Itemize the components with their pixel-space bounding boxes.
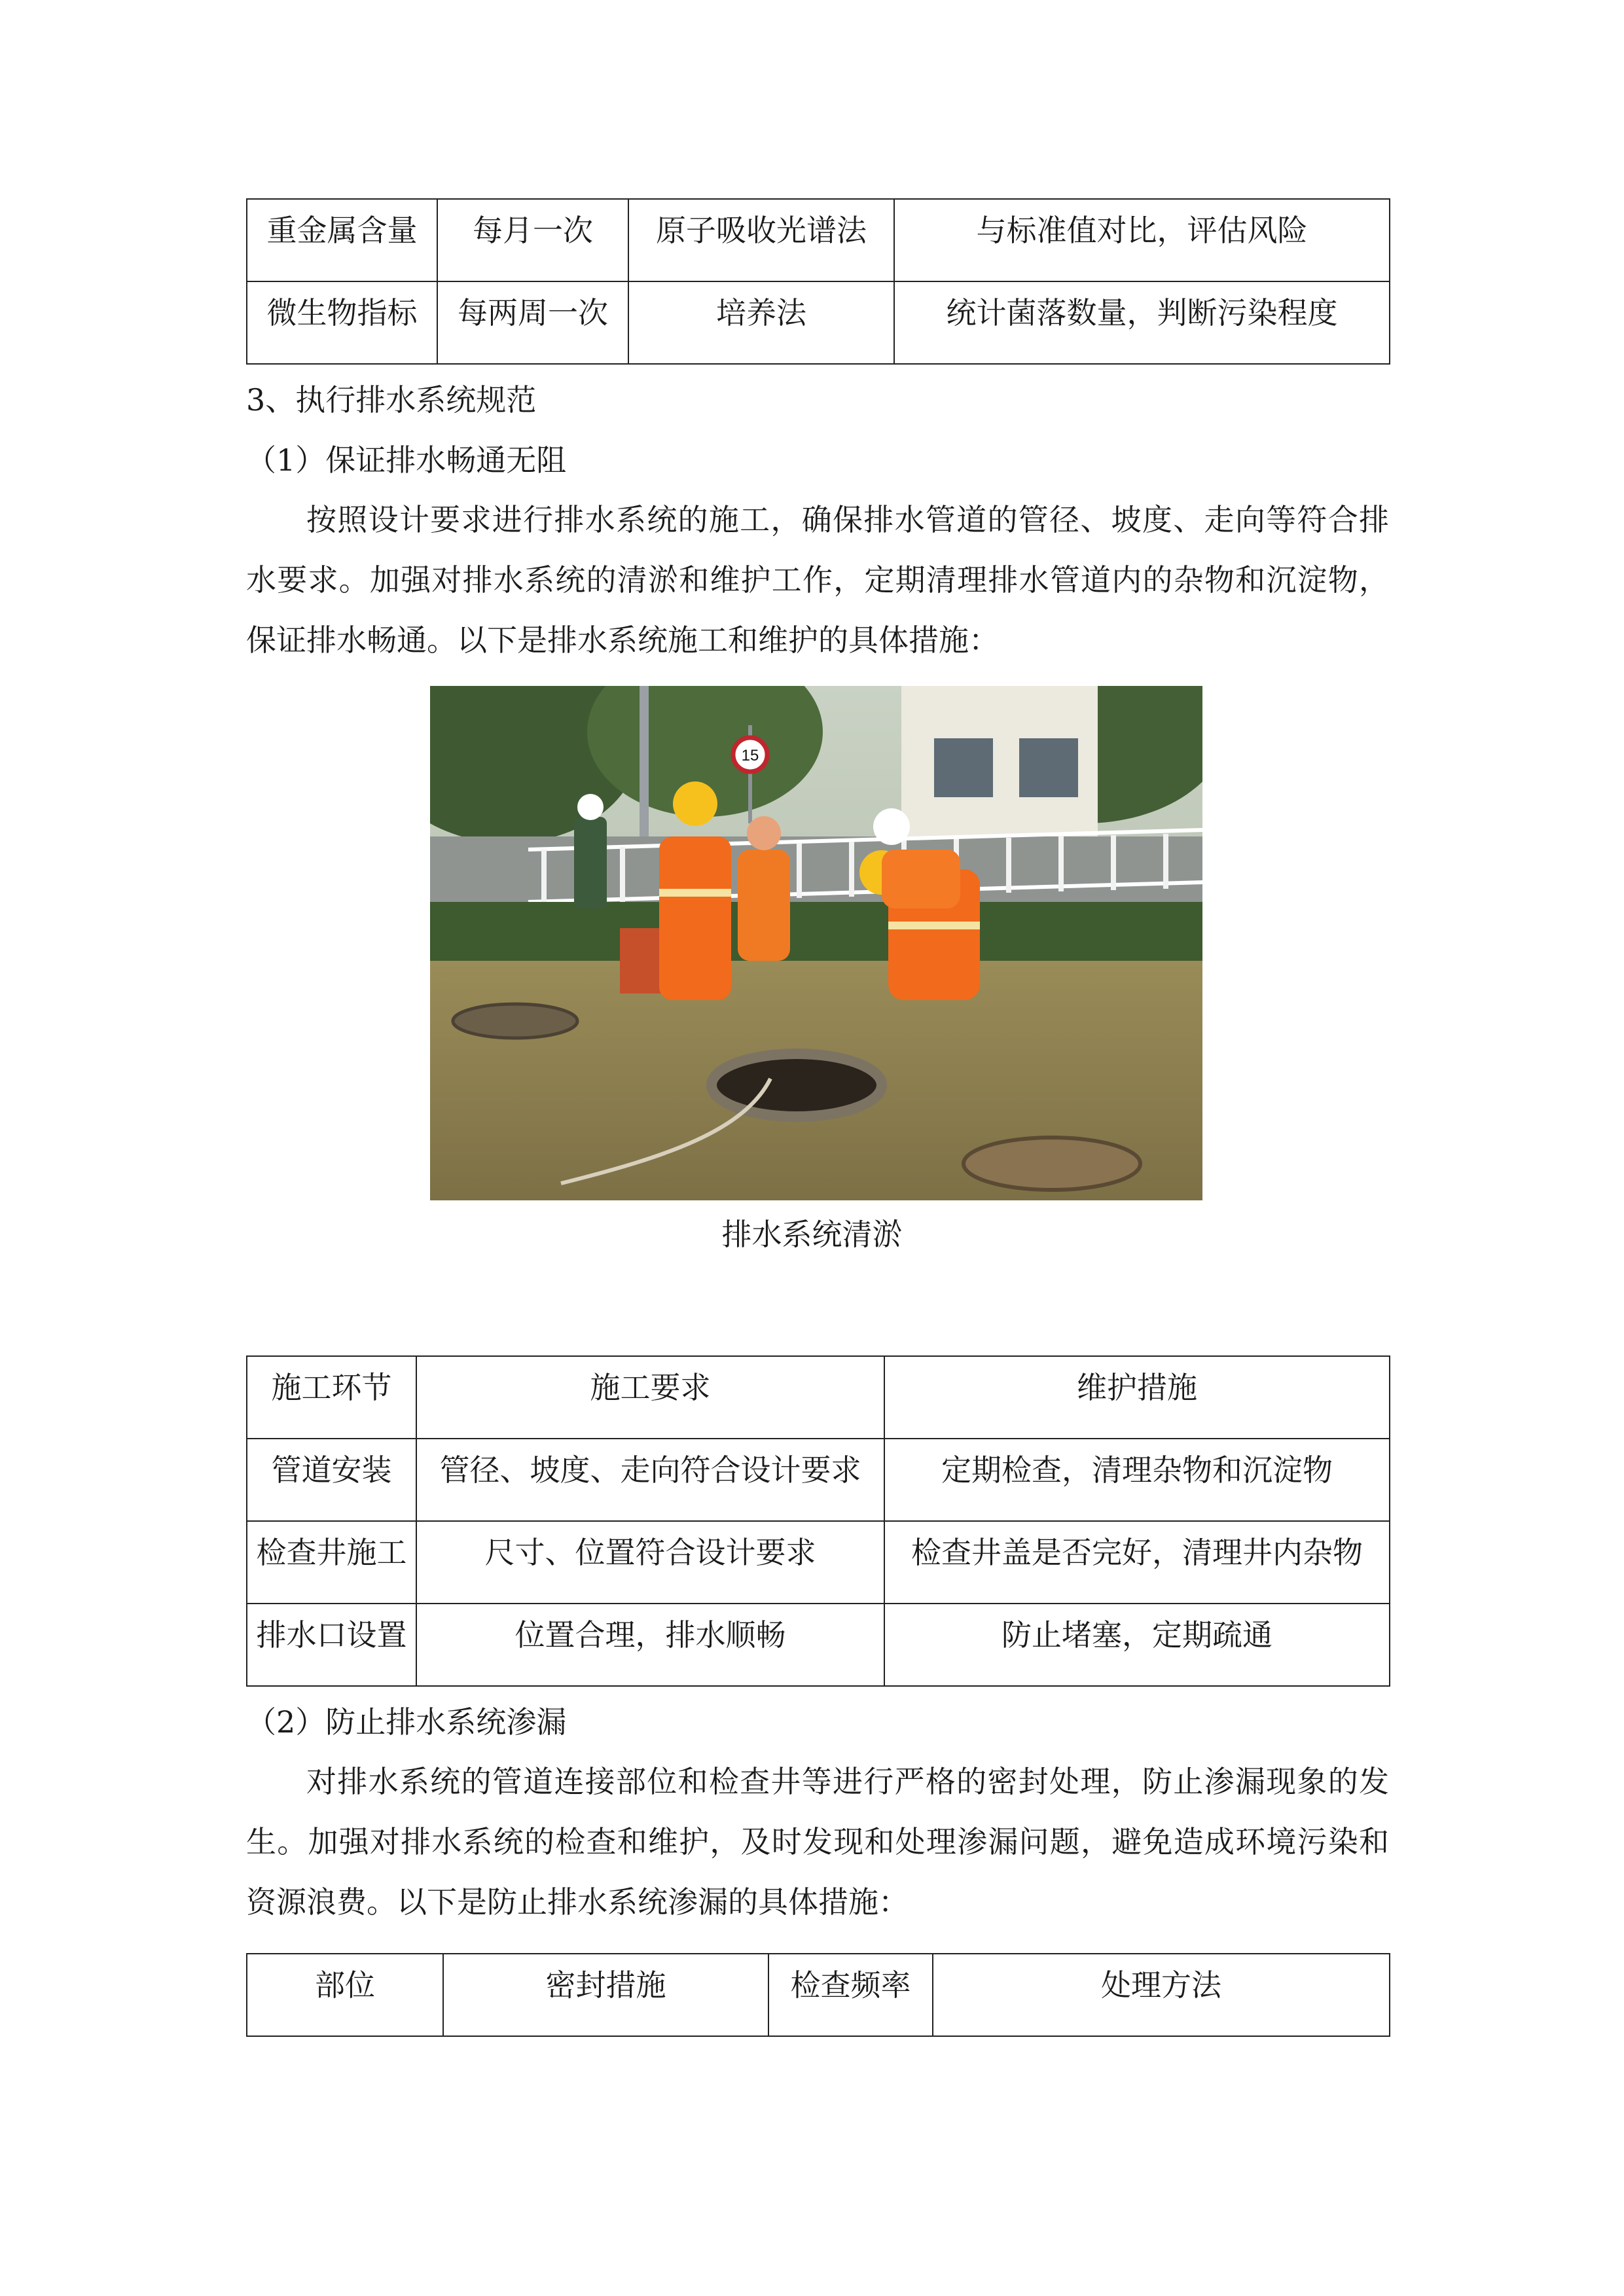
paragraph: 对排水系统的管道连接部位和检查井等进行严格的密封处理，防止渗漏现象的发生。加强对排水系统的检查和维护，及时发现和处理渗漏问题，避免造成环境污染和资源浪费。以下是防止排水系统渗漏的具体措施： — [246, 1764, 1389, 1920]
column-header: 处理方法 — [933, 1954, 1390, 2036]
column-header: 施工要求 — [416, 1356, 884, 1439]
table-cell: 防止堵塞，定期疏通 — [884, 1604, 1390, 1686]
column-header: 维护措施 — [884, 1356, 1390, 1439]
monitoring-table — [246, 198, 1390, 365]
speed-sign-text: 15 — [741, 747, 759, 764]
column-header: 部位 — [247, 1954, 443, 2036]
table-cell: 统计菌落数量，判断污染程度 — [894, 281, 1390, 364]
table-cell: 微生物指标 — [247, 281, 437, 364]
table-header-row — [247, 1356, 1390, 1439]
table-cell: 原子吸收光谱法 — [628, 199, 894, 281]
table-row — [247, 1521, 1390, 1604]
column-header: 施工环节 — [247, 1356, 416, 1439]
table-cell: 排水口设置 — [247, 1604, 416, 1686]
table-cell: 与标准值对比，评估风险 — [894, 199, 1390, 281]
table-cell: 培养法 — [628, 281, 894, 364]
table-row — [247, 1439, 1390, 1521]
table-cell: 管道安装 — [247, 1439, 416, 1521]
drainage-construction-table — [246, 1355, 1390, 1687]
column-header: 检查频率 — [768, 1954, 933, 2036]
column-header: 密封措施 — [443, 1954, 768, 2036]
table-row — [247, 199, 1390, 281]
table-cell: 每月一次 — [437, 199, 628, 281]
table-row — [247, 281, 1390, 364]
subsection-heading: （1）保证排水畅通无阻 — [246, 442, 567, 478]
table-cell: 定期检查，清理杂物和沉淀物 — [884, 1439, 1390, 1521]
table-header-row — [247, 1954, 1390, 2036]
photo-illustration — [430, 686, 1202, 1200]
section-heading: 3、执行排水系统规范 — [246, 382, 537, 418]
table-cell: 位置合理，排水顺畅 — [416, 1604, 884, 1686]
table-cell: 重金属含量 — [247, 199, 437, 281]
table-row — [247, 1604, 1390, 1686]
table-cell: 管径、坡度、走向符合设计要求 — [416, 1439, 884, 1521]
photo-caption: 排水系统清淤 — [721, 1217, 903, 1252]
table-cell: 每两周一次 — [437, 281, 628, 364]
table-cell: 检查井盖是否完好，清理井内杂物 — [884, 1521, 1390, 1604]
subsection-heading: （2）防止排水系统渗漏 — [246, 1704, 567, 1740]
table-cell: 尺寸、位置符合设计要求 — [416, 1521, 884, 1604]
paragraph: 按照设计要求进行排水系统的施工，确保排水管道的管径、坡度、走向等符合排水要求。加强对排水系统的清淤和维护工作，定期清理排水管道内的杂物和沉淀物，保证排水畅通。以下是排水系统施工和维护的具体措施： — [246, 502, 1389, 658]
leak-prevention-table — [246, 1953, 1390, 2037]
table-cell: 检查井施工 — [247, 1521, 416, 1604]
drain-cleaning-photo — [430, 686, 1202, 1200]
